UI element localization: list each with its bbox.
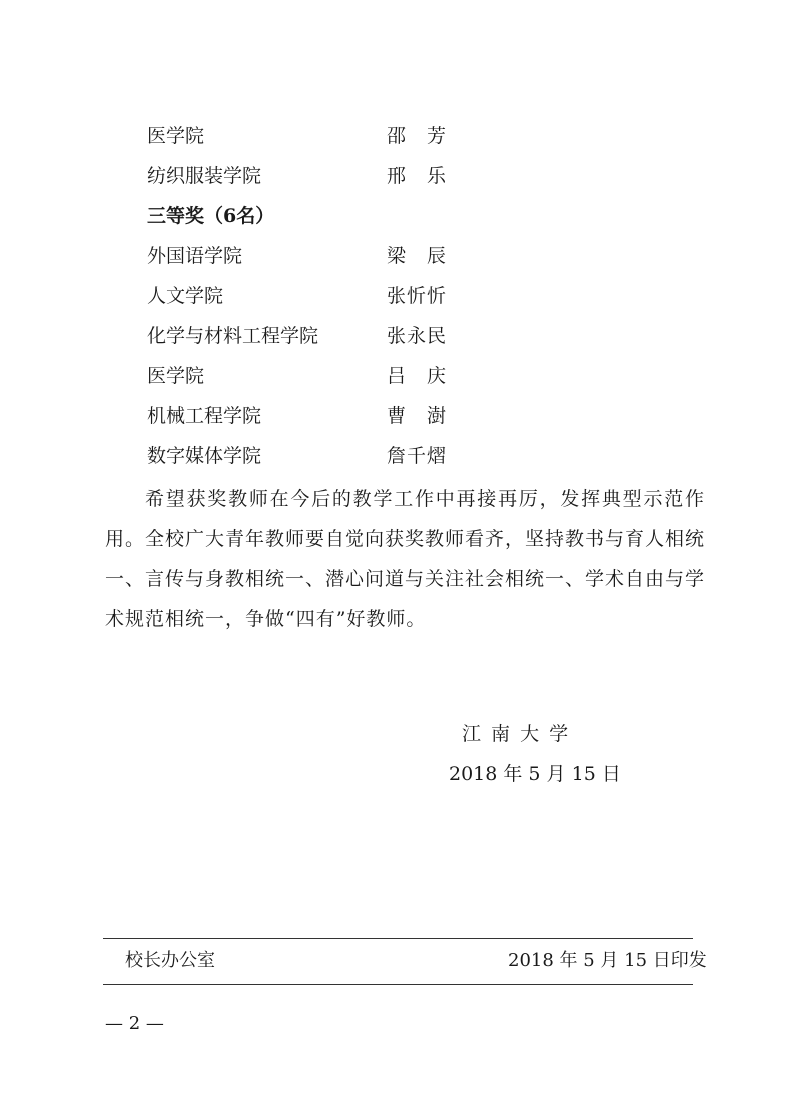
closing-paragraph: 希望获奖教师在今后的教学工作中再接再厉，发挥典型示范作用。全校广大青年教师要自觉向获奖教师看齐，坚持教书与育人相统一、言传与身教相统一、潜心问道与关注社会相统一、学术自由与学术规范相统一，争做“四有”好教师。 <box>105 488 706 630</box>
award-name: 邢 乐 <box>387 165 448 187</box>
award-entry <box>147 241 477 271</box>
award-unit: 医学院 <box>147 125 205 147</box>
signature-date: 2018 年 5 月 15 日 <box>449 763 621 785</box>
award-entry <box>147 281 477 311</box>
footer-top-rule <box>103 938 693 939</box>
page-number: — 2 — <box>105 1013 164 1034</box>
award-unit: 外国语学院 <box>147 245 243 267</box>
award-unit: 数字媒体学院 <box>147 445 262 467</box>
award-name: 张忻忻 <box>387 285 448 307</box>
award-entry <box>147 401 477 431</box>
signature-org: 江 南 大 学 <box>462 723 571 745</box>
award-name: 张永民 <box>387 325 448 347</box>
footer-bottom-rule <box>103 984 693 985</box>
award-entry <box>147 361 477 391</box>
award-entry <box>147 441 477 471</box>
award-unit: 纺织服装学院 <box>147 165 262 187</box>
award-entry <box>147 321 477 351</box>
footer-issuer: 校长办公室 <box>125 950 215 971</box>
award-name: 梁 辰 <box>387 245 448 267</box>
award-name: 曹 澍 <box>387 405 448 427</box>
award-unit: 人文学院 <box>147 285 224 307</box>
award-name: 詹千熠 <box>387 445 448 467</box>
third-prize-heading: 三等奖（6名） <box>147 205 275 227</box>
award-unit: 化学与材料工程学院 <box>147 325 319 347</box>
footer-print-date: 2018 年 5 月 15 日印发 <box>508 950 707 971</box>
award-unit: 机械工程学院 <box>147 405 262 427</box>
award-entry <box>147 121 477 151</box>
award-name: 邵 芳 <box>387 125 448 147</box>
award-unit: 医学院 <box>147 365 205 387</box>
award-entry <box>147 161 477 191</box>
award-name: 吕 庆 <box>387 365 448 387</box>
